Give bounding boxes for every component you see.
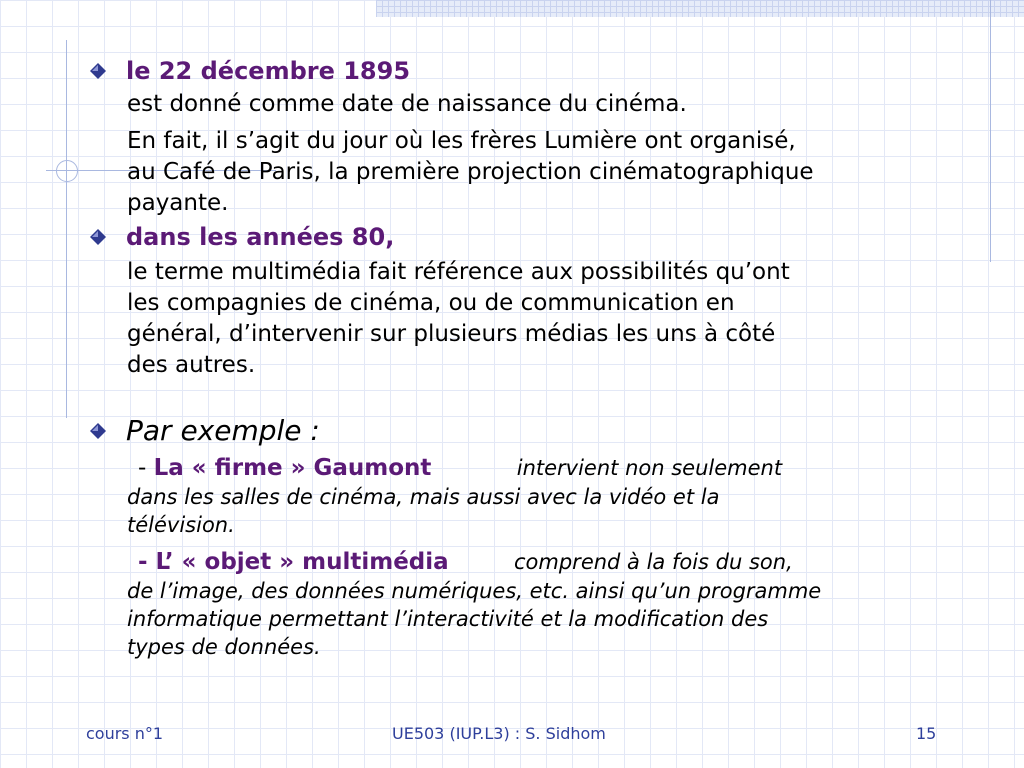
point2-title: dans les années 80, [126,223,395,251]
point1-line4: payante. [127,190,229,216]
point1-line2: En fait, il s’agit du jour où les frères Lumière ont organisé, [127,128,796,154]
example2-line [86,547,986,577]
example2-cont1: de l’image, des données numériques, etc. ainsi qu’un programme [127,579,822,603]
example2-italic: comprend à la fois du son, [514,550,793,574]
bullet-point-2 [86,221,986,253]
bullet-point-1 [86,55,986,87]
example1-cont1: dans les salles de cinéma, mais aussi avec la vidéo et la [127,485,720,509]
point2-line1: le terme multimédia fait référence aux possibilités qu’ont [127,259,790,285]
point2-line3: général, d’intervenir sur plusieurs médias les uns à côté [127,321,776,347]
point2-line4: des autres. [127,352,256,378]
example2-bold: - L’ « objet » multimédia [138,549,449,575]
footer-page-number: 15 [916,724,937,743]
diamond-bullet-icon [86,225,110,249]
diamond-bullet-icon [86,59,110,83]
example2-cont2: informatique permettant l’interactivité et la modification des [127,607,769,631]
left-decor-line [66,40,67,418]
example1-line [86,453,986,483]
point3-title: Par exemple : [126,414,320,447]
point2-line2: les compagnies de cinéma, ou de communication en [127,290,735,316]
slide-content [86,55,986,661]
point1-line1: est donné comme date de naissance du cinéma. [127,91,687,117]
bullet-point-3 [86,413,986,449]
point1-title: le 22 décembre 1895 [126,57,411,85]
footer-left: cours n°1 [86,724,164,743]
top-decor-band [376,0,1024,17]
example1-italic: intervient non seulement [516,456,783,480]
example1-dash: - [138,455,147,481]
right-decor-line [990,0,991,262]
example1-bold: La « firme » Gaumont [153,455,432,481]
diamond-bullet-icon [86,419,110,443]
point1-line3: au Café de Paris, la première projection cinématographique [127,159,814,185]
example1-cont2: télévision. [127,513,235,537]
example2-cont3: types de données. [127,635,321,659]
decor-circle [56,160,78,182]
footer-center: UE503 (IUP.L3) : S. Sidhom [392,724,606,743]
